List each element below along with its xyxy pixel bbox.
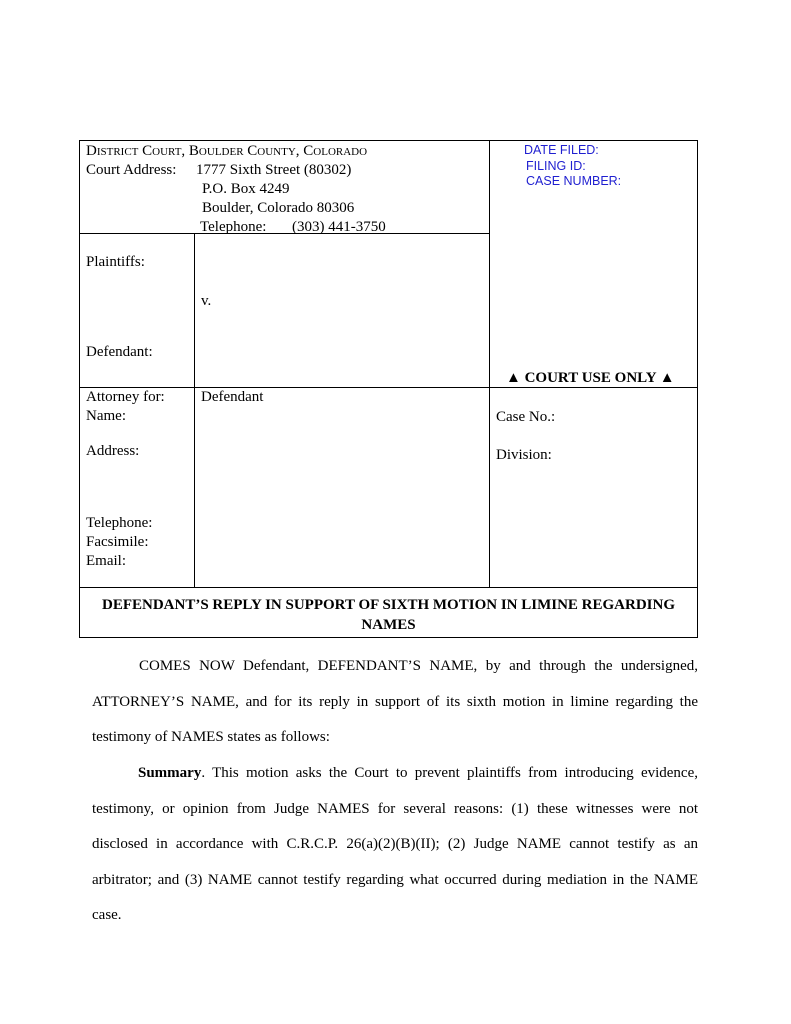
attorney-address-label: Address: bbox=[86, 443, 140, 459]
court-address-line3: Boulder, Colorado 80306 bbox=[202, 200, 355, 216]
paragraph-summary bbox=[92, 756, 698, 934]
para2-line3: disclosed in accordance with C.R.C.P. 26(a)(2)(B)(II); (2) Judge NAME cannot testify as an bbox=[92, 836, 698, 852]
filing-id: FILING ID: bbox=[526, 158, 586, 173]
summary-heading: Summary bbox=[138, 765, 202, 781]
versus-label: v. bbox=[201, 293, 212, 309]
court-name: District Court, Boulder County, Colorado bbox=[86, 143, 368, 159]
court-telephone-value: (303) 441-3750 bbox=[292, 219, 386, 235]
para2-line4: arbitrator; and (3) NAME cannot testify regarding what occurred during mediation in the NAME bbox=[92, 871, 698, 888]
divider bbox=[80, 587, 697, 588]
division-label: Division: bbox=[496, 447, 552, 463]
attorney-contact-labels bbox=[86, 514, 152, 571]
attorney-name-label: Name: bbox=[86, 408, 126, 424]
attorney-email-label: Email: bbox=[86, 553, 126, 569]
attorney-telephone-label: Telephone: bbox=[86, 515, 153, 531]
case-no-label: Case No.: bbox=[496, 409, 556, 425]
case-number: CASE NUMBER: bbox=[526, 174, 622, 188]
court-address-line2: P.O. Box 4249 bbox=[202, 181, 290, 197]
paragraph-intro bbox=[92, 649, 698, 756]
date-filed: DATE FILED: bbox=[524, 143, 599, 157]
court-telephone-label: Telephone: bbox=[200, 219, 267, 235]
filing-stamp bbox=[524, 143, 621, 190]
para1-line1: COMES NOW Defendant, DEFENDANT’S NAME, by and through the undersigned, bbox=[139, 658, 698, 674]
caption-table bbox=[79, 140, 698, 638]
title-line2: NAMES bbox=[361, 617, 416, 633]
court-address-line1: 1777 Sixth Street (80302) bbox=[196, 162, 352, 178]
document-title bbox=[80, 595, 697, 635]
attorney-for-value: Defendant bbox=[201, 389, 264, 405]
court-address-label: Court Address: bbox=[86, 162, 177, 178]
para1-line2: ATTORNEY’S NAME, and for its reply in support of its sixth motion in limine regarding the bbox=[92, 693, 698, 710]
attorney-facsimile-label: Facsimile: bbox=[86, 534, 149, 550]
para2-line2: testimony, or opinion from Judge NAMES for several reasons: (1) these witnesses were not bbox=[92, 800, 698, 817]
attorney-labels bbox=[86, 388, 165, 426]
attorney-for-label: Attorney for: bbox=[86, 389, 165, 405]
plaintiffs-label: Plaintiffs: bbox=[86, 254, 145, 270]
divider bbox=[489, 141, 490, 587]
para1-line3: testimony of NAMES states as follows: bbox=[92, 729, 330, 745]
para2-line1 bbox=[92, 756, 698, 792]
defendant-label: Defendant: bbox=[86, 344, 153, 360]
divider bbox=[194, 233, 195, 587]
para2-line1-text: . This motion asks the Court to prevent plaintiffs from introducing evidence, bbox=[201, 765, 698, 781]
court-block bbox=[86, 142, 386, 237]
para2-line5: case. bbox=[92, 907, 122, 923]
court-use-only: ▲ COURT USE ONLY ▲ bbox=[506, 370, 675, 386]
title-line1: DEFENDANT’S REPLY IN SUPPORT OF SIXTH MOTION IN LIMINE REGARDING bbox=[101, 597, 676, 613]
